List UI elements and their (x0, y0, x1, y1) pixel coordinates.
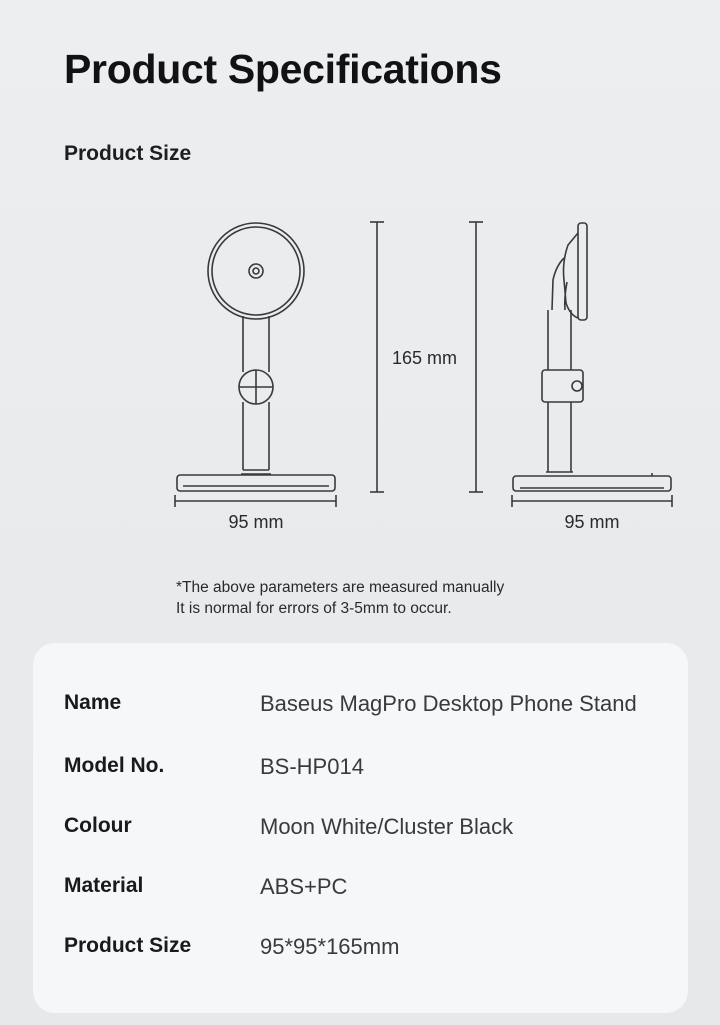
spec-row-colour (64, 814, 684, 844)
spec-table (33, 643, 688, 1013)
side-width-dimension (512, 495, 672, 507)
note-line-1: *The above parameters are measured manually (176, 579, 505, 596)
spec-row-size (64, 934, 684, 964)
spec-value: Baseus MagPro Desktop Phone Stand (260, 691, 637, 716)
spec-value: 95*95*165mm (260, 934, 400, 959)
spec-label: Model No. (64, 754, 165, 777)
measurement-note (176, 577, 504, 619)
spec-label: Name (64, 691, 122, 714)
spec-label: Product Size (64, 934, 192, 957)
spec-value: ABS+PC (260, 874, 348, 899)
spec-label: Colour (64, 814, 132, 837)
spec-row-model (64, 754, 684, 784)
spec-value: Moon White/Cluster Black (260, 814, 514, 839)
front-width-dimension (175, 495, 336, 507)
spec-label: Material (64, 874, 144, 897)
spec-value: BS-HP014 (260, 754, 364, 779)
spec-row-name (64, 691, 684, 721)
height-label: 165 mm (392, 348, 458, 368)
page-title: Product Specifications (64, 46, 502, 92)
side-view-drawing (513, 223, 671, 491)
front-view-drawing (177, 223, 335, 491)
side-width-label: 95 mm (564, 512, 620, 532)
section-label: Product Size (64, 142, 192, 165)
front-width-label: 95 mm (228, 512, 284, 532)
note-line-2: It is normal for errors of 3-5mm to occur. (176, 600, 452, 617)
spec-row-material (64, 874, 684, 904)
